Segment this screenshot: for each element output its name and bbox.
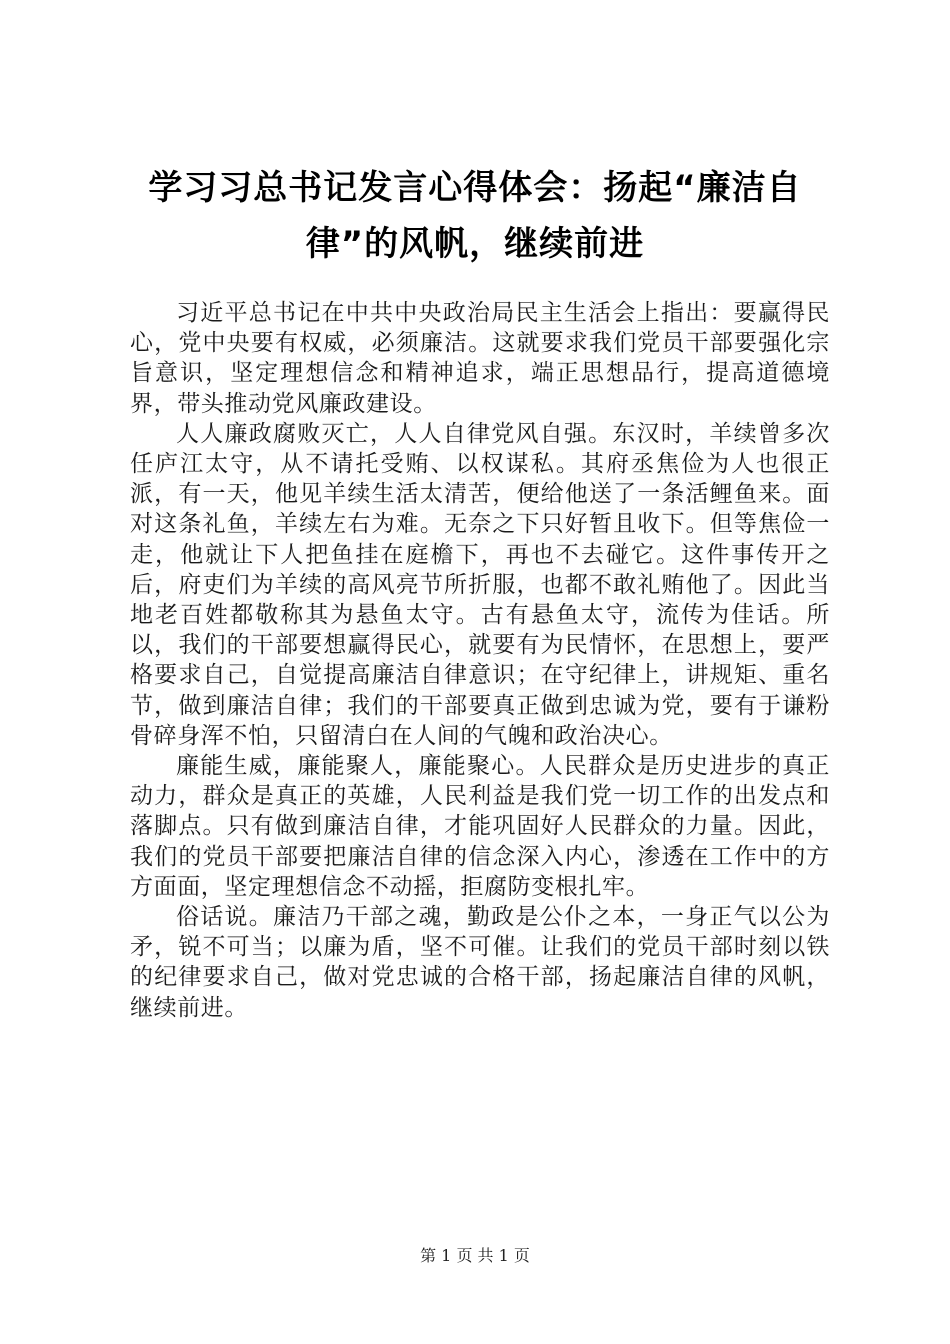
paragraph: 习近平总书记在中共中央政治局民主生活会上指出：要赢得民心，党中央要有权威，必须廉洁。这就要求我们党员干部要强化宗旨意识，坚定理想信念和精神追求，端正思想品行，提高道德境界，带头推动党风廉政建设。 (130, 300, 830, 417)
document-title: 学习习总书记发言心得体会：扬起“廉洁自律”的风帆，继续前进 (148, 168, 802, 264)
paragraph: 人人廉政腐败灭亡，人人自律党风自强。东汉时，羊续曾多次任庐江太守，从不请托受贿、以权谋私。其府丞焦俭为人也很正派，有一天，他见羊续生活太清苦，便给他送了一条活鲤鱼来。面对这条礼鱼，羊续左右为难。无奈之下只好暂且收下。但等焦俭一走，他就让下人把鱼挂在庭檐下，再也不去碰它。这件事传开之后，府吏们为羊续的高风亮节所折服，也都不敢礼贿他了。因此当地老百姓都敬称其为悬鱼太守。古有悬鱼太守，流传为佳话。所以，我们的干部要想赢得民心，就要有为民情怀，在思想上，要严格要求自己，自觉提高廉洁自律意识；在守纪律上，讲规矩、重名节，做到廉洁自律；我们的干部要真正做到忠诚为党，要有于谦粉骨碎身浑不怕，只留清白在人间的气魄和政治决心。 (130, 420, 830, 749)
page-number: 第 1 页 共 1 页 (420, 1246, 530, 1265)
paragraph: 廉能生威，廉能聚人，廉能聚心。人民群众是历史进步的真正动力，群众是真正的英雄，人民利益是我们党一切工作的出发点和落脚点。只有做到廉洁自律，才能巩固好人民群众的力量。因此，我们的党员干部要把廉洁自律的信念深入内心，渗透在工作中的方方面面，坚定理想信念不动摇，拒腐防变根扎牢。 (130, 753, 830, 900)
document-body (130, 298, 830, 1023)
page-footer (0, 1243, 950, 1266)
paragraph: 俗话说。廉洁乃干部之魂，勤政是公仆之本，一身正气以公为矛，锐不可当；以廉为盾，坚不可催。让我们的党员干部时刻以铁的纪律要求自己，做对党忠诚的合格干部，扬起廉洁自律的风帆，继续前进。 (130, 904, 830, 1021)
